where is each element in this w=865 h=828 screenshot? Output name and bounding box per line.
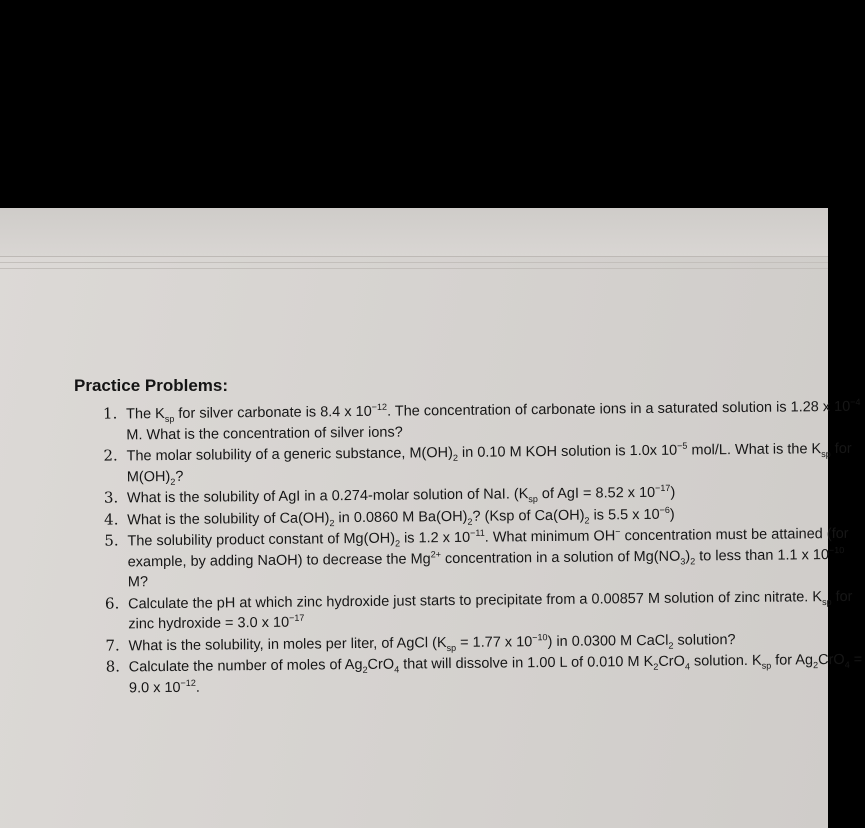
problem-item: 7. What is the solubility, in moles per liter, of AgCl ($K_{sp} = 1.77$ x $10^{-10}$) in 0.0300 M CaCl$_2$ solution? bbox=[124, 627, 864, 656]
problem-item: 4. What is the solubility of $Ca(OH)_2$ in 0.0860 M $Ba(OH)_2$? (Ksp of $Ca(OH)_2$ is 5.5 x $10^{-6}$) bbox=[123, 501, 863, 530]
document-sheet bbox=[0, 208, 863, 828]
ruler-line bbox=[0, 262, 828, 263]
problem-item: 6. Calculate the pH at which zinc hydroxide just starts to precipitate from a 0.00857 M solution of zinc nitrate. $K_{sp}$ for zinc hydroxide = 3.0 x $10^{-17}$ bbox=[124, 585, 864, 635]
problem-item: 8. Calculate the number of moles of $Ag_2CrO_4$ that will dissolve in 1.00 L of 0.010 M $K_2CrO_4$ solution. $K_{sp}$ for $Ag_2CrO_4 = 9.0$ x $10^{-12}$. bbox=[125, 649, 865, 699]
page-heading: Practice Problems: bbox=[74, 376, 229, 395]
problem-item: 1. The $K_{sp}$ for silver carbonate is 8.4 x $10^{-12}$. The concentration of carbonate ions in a saturated solution is 1.28 x $10^{-4}$ M. What is the concentration of silver ions? bbox=[122, 396, 862, 446]
problem-item: 3. What is the solubility of AgI in a 0.274-molar solution of NaI. ($K_{sp}$ of AgI = 8.52 x $10^{-17}$) bbox=[123, 480, 863, 509]
problem-list bbox=[70, 396, 865, 699]
problem-item: 2. The molar solubility of a generic substance, $M(OH)_2$ in 0.10 M KOH solution is 1.0x $10^{-5}$ mol/L. What is the $K_{sp}$ for $M(OH)_2$? bbox=[122, 438, 862, 488]
ruler-line bbox=[0, 268, 828, 269]
problem-item: 5. The solubility product constant of $Mg(OH)_2$ is 1.2 x $10^{-11}$. What minimum OH− concentration must be attained (for example, by adding NaOH) to decrease the $Mg^{2+}$ concentration in a solution of $Mg(NO_3)_2$ to less than 1.1 x $10^{-10}$ M? bbox=[123, 523, 864, 593]
toolbar-band bbox=[0, 208, 828, 257]
